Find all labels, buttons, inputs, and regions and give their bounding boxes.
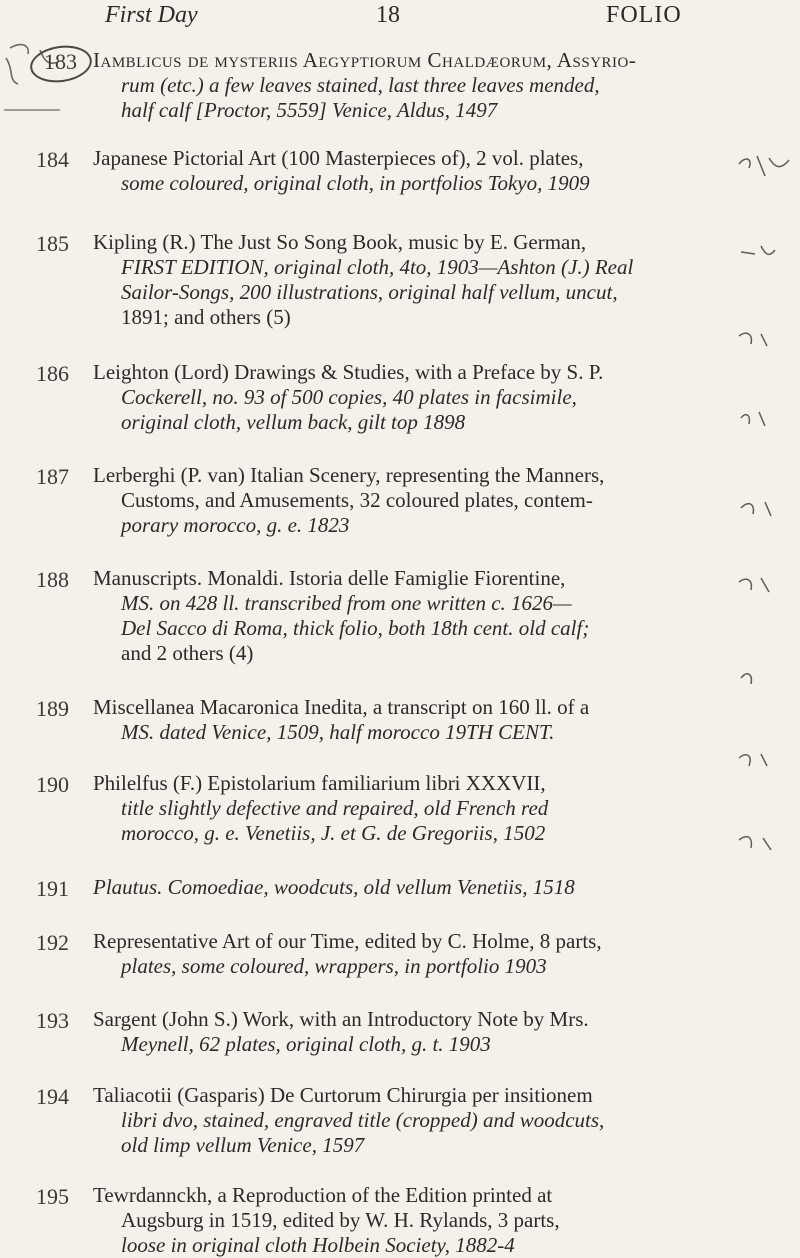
lot-description	[93, 929, 743, 979]
description-line: title slightly defective and repaired, old French red	[121, 796, 549, 820]
description-line: old limp vellum Venice, 1597	[121, 1133, 365, 1157]
description-line: Representative Art of our Time, edited by C. Holme, 8 parts,	[93, 929, 602, 953]
description-line: Augsburg in 1519, edited by W. H. Rylands, 3 parts,	[121, 1208, 560, 1232]
description-line: original cloth, vellum back, gilt top 1898	[121, 410, 466, 434]
header-format: FOLIO	[606, 2, 682, 28]
description-line: Del Sacco di Roma, thick folio, both 18th cent. old calf;	[121, 616, 590, 640]
description-line: rum (etc.) a few leaves stained, last three leaves mended,	[121, 73, 600, 97]
description-line: and 2 others (4)	[121, 641, 254, 665]
lot-description	[93, 463, 743, 538]
header-day: First Day	[105, 2, 198, 28]
lot-number: 187	[36, 464, 69, 489]
description-line: porary morocco, g. e. 1823	[121, 513, 350, 537]
lot-description	[93, 695, 743, 745]
description-line: Miscellanea Macaronica Inedita, a transcript on 160 ll. of a	[93, 695, 590, 719]
description-line: Sargent (John S.) Work, with an Introductory Note by Mrs.	[93, 1007, 589, 1031]
lot-number: 189	[36, 696, 69, 721]
description-line: Philelfus (F.) Epistolarium familiarium libri XXXVII,	[93, 771, 546, 795]
description-line: half calf [Proctor, 5559] Venice, Aldus, 1497	[121, 98, 498, 122]
lot-number: 190	[36, 772, 69, 797]
lot-number: 192	[36, 930, 69, 955]
lot-description	[93, 360, 743, 435]
lot-description	[93, 875, 743, 900]
description-line: morocco, g. e. Venetiis, J. et G. de Gregoriis, 1502	[121, 821, 546, 845]
lot-description	[93, 566, 743, 666]
lot-number: 186	[36, 361, 69, 386]
lot-description	[93, 1183, 743, 1258]
description-line: Cockerell, no. 93 of 500 copies, 40 plates in facsimile,	[121, 385, 577, 409]
description-line: Leighton (Lord) Drawings & Studies, with a Preface by S. P.	[93, 360, 604, 384]
lot-description	[93, 1007, 743, 1057]
description-line: Customs, and Amusements, 32 coloured plates, contem-	[121, 488, 593, 512]
description-line: Sailor-Songs, 200 illustrations, original half vellum, uncut,	[121, 280, 618, 304]
lot-description	[93, 230, 743, 330]
handwritten-annotations	[735, 150, 797, 930]
lot-number: 184	[36, 147, 69, 172]
description-line: Plautus. Comoediae, woodcuts, old vellum Venetiis, 1518	[93, 875, 575, 899]
description-line: Tewrdannckh, a Reproduction of the Edition printed at	[93, 1183, 553, 1207]
lot-description	[93, 1083, 743, 1158]
description-line: Lerberghi (P. van) Italian Scenery, representing the Manners,	[93, 463, 605, 487]
description-line: Kipling (R.) The Just So Song Book, music by E. German,	[93, 230, 587, 254]
description-line: 1891; and others (5)	[121, 305, 291, 329]
lot-number: 183	[44, 49, 77, 74]
lot-number: 194	[36, 1084, 69, 1109]
description-line: loose in original cloth Holbein Society, 1882-4	[121, 1233, 515, 1257]
description-line: some coloured, original cloth, in portfolios Tokyo, 1909	[121, 171, 590, 195]
lot-description	[93, 48, 743, 123]
lot-number: 193	[36, 1008, 69, 1033]
page-header	[0, 0, 800, 30]
lot-number: 188	[36, 567, 69, 592]
description-line: Japanese Pictorial Art (100 Masterpieces of), 2 vol. plates,	[93, 146, 584, 170]
lot-number: 195	[36, 1184, 69, 1209]
lot-description	[93, 146, 743, 196]
description-line: MS. on 428 ll. transcribed from one written c. 1626—	[121, 591, 572, 615]
description-line: MS. dated Venice, 1509, half morocco 19TH CENT.	[121, 720, 555, 744]
description-line: Manuscripts. Monaldi. Istoria delle Famiglie Fiorentine,	[93, 566, 566, 590]
description-line: Iamblicus de mysteriis Aegyptiorum Chaldæorum, Assyrio-	[93, 48, 637, 72]
lot-number: 185	[36, 231, 69, 256]
description-line: FIRST EDITION, original cloth, 4to, 1903—Ashton (J.) Real	[121, 255, 634, 279]
description-line: Meynell, 62 plates, original cloth, g. t. 1903	[121, 1032, 491, 1056]
description-line: plates, some coloured, wrappers, in portfolio 1903	[121, 954, 547, 978]
description-line: Taliacotii (Gasparis) De Curtorum Chirurgia per insitionem	[93, 1083, 593, 1107]
lot-number: 191	[36, 876, 69, 901]
description-line: libri dvo, stained, engraved title (cropped) and woodcuts,	[121, 1108, 605, 1132]
lot-description	[93, 771, 743, 846]
page-number: 18	[376, 2, 400, 28]
